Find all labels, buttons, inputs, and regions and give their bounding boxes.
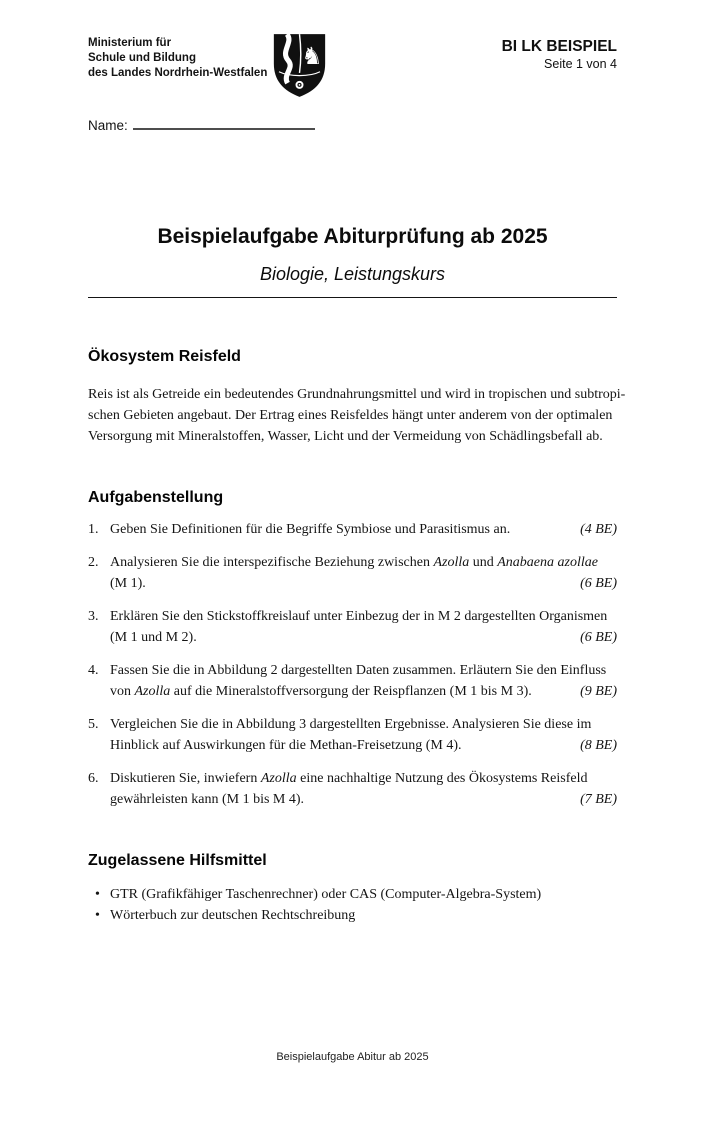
task-text-line: Hinblick auf Auswirkungen für die Methan-Freisetzung (M 4). bbox=[110, 738, 462, 753]
task-text bbox=[110, 606, 617, 648]
task-text-segment: von bbox=[110, 684, 135, 699]
task-text bbox=[110, 552, 617, 594]
task-number: 4. bbox=[88, 663, 99, 678]
species-name: Anabaena azollae bbox=[497, 555, 598, 570]
document-subtitle: Biologie, Leistungskurs bbox=[259, 264, 446, 284]
task-item-4 bbox=[88, 660, 617, 702]
aid-item-1 bbox=[88, 884, 617, 905]
ministry-wordmark bbox=[88, 36, 267, 81]
course-code: BI LK BEISPIEL bbox=[501, 38, 617, 55]
bullet-icon: • bbox=[95, 887, 100, 902]
aid-text: Wörterbuch zur deutschen Rechtschreibung bbox=[110, 908, 356, 923]
task-text-line: Vergleichen Sie die in Abbildung 3 dargestellten Ergebnisse. Analysieren Sie diese im bbox=[110, 717, 592, 732]
task-points: (9 BE) bbox=[580, 684, 617, 699]
task-item-1 bbox=[88, 519, 617, 540]
intro-paragraph bbox=[88, 384, 626, 447]
svg-text:♞: ♞ bbox=[301, 41, 323, 70]
task-text-segment: und bbox=[469, 555, 498, 570]
task-text-line: (M 1 und M 2). bbox=[110, 630, 197, 645]
species-name: Azolla bbox=[134, 684, 171, 699]
title-divider bbox=[88, 297, 617, 298]
task-text bbox=[110, 768, 617, 810]
task-item-2 bbox=[88, 552, 617, 594]
task-number: 6. bbox=[88, 771, 99, 786]
section-heading-aids: Zugelassene Hilfsmittel bbox=[88, 852, 267, 869]
task-points: (6 BE) bbox=[580, 630, 617, 645]
task-text-segment: Analysieren Sie die interspezifische Beziehung zwischen bbox=[110, 555, 434, 570]
task-item-6 bbox=[88, 768, 617, 810]
task-text-segment: Diskutieren Sie, inwiefern bbox=[110, 771, 261, 786]
task-text-segment: eine nachhaltige Nutzung des Ökosystems Reisfeld bbox=[296, 771, 588, 786]
title-block bbox=[0, 224, 705, 286]
name-label: Name: bbox=[88, 118, 128, 133]
task-number: 2. bbox=[88, 555, 99, 570]
task-text-line: (M 1). bbox=[110, 576, 146, 591]
page-number: Seite 1 von 4 bbox=[544, 57, 617, 71]
ministry-line-3: des Landes Nordrhein-Westfalen bbox=[88, 67, 268, 79]
species-name: Azolla bbox=[433, 555, 470, 570]
ministry-line-1: Ministerium für bbox=[88, 37, 172, 49]
task-text-line: gewährleisten kann (M 1 bis M 4). bbox=[110, 792, 305, 807]
task-points: (4 BE) bbox=[580, 522, 617, 537]
task-number: 1. bbox=[88, 522, 99, 537]
task-points: (7 BE) bbox=[580, 792, 617, 807]
ministry-line-2: Schule und Bildung bbox=[88, 52, 196, 64]
section-heading-ecosystem: Ökosystem Reisfeld bbox=[88, 348, 241, 365]
intro-line: schen Gebieten angebaut. Der Ertrag eines Reisfeldes hängt unter anderem von der optimalen bbox=[88, 408, 613, 423]
header-right bbox=[502, 37, 617, 73]
task-text bbox=[110, 660, 617, 702]
task-number: 3. bbox=[88, 609, 99, 624]
document-title: Beispielaufgabe Abiturprüfung ab 2025 bbox=[157, 225, 548, 248]
name-blank-line bbox=[133, 114, 315, 130]
task-points: (8 BE) bbox=[580, 738, 617, 753]
task-item-3 bbox=[88, 606, 617, 648]
nrw-coat-of-arms-icon bbox=[271, 31, 328, 100]
aid-text: GTR (Grafikfähiger Taschenrechner) oder CAS (Computer-Algebra-System) bbox=[110, 887, 542, 902]
task-text-segment: auf die Mineralstoffversorgung der Reispflanzen (M 1 bis M 3). bbox=[170, 684, 532, 699]
content-area bbox=[88, 348, 626, 926]
task-points: (6 BE) bbox=[580, 576, 617, 591]
species-name: Azolla bbox=[260, 771, 297, 786]
task-text-line: Fassen Sie die in Abbildung 2 dargestellten Daten zusammen. Erläutern Sie den Einfluss bbox=[110, 663, 607, 678]
aid-item-2 bbox=[88, 905, 617, 926]
intro-line: Versorgung mit Mineralstoffen, Wasser, Licht und der Vermeidung von Schädlingsbefall ab. bbox=[88, 429, 603, 444]
bullet-icon: • bbox=[95, 908, 100, 923]
section-heading-tasks: Aufgabenstellung bbox=[88, 489, 224, 506]
name-field-row bbox=[88, 114, 315, 133]
task-text bbox=[110, 714, 617, 756]
page-footer: Beispielaufgabe Abitur ab 2025 bbox=[276, 1051, 429, 1063]
task-text bbox=[110, 519, 617, 540]
task-item-5 bbox=[88, 714, 617, 756]
task-text-line: Erklären Sie den Stickstoffkreislauf unter Einbezug der in M 2 dargestellten Organismen bbox=[110, 609, 608, 624]
task-number: 5. bbox=[88, 717, 99, 732]
task-text-line: Geben Sie Definitionen für die Begriffe Symbiose und Parasitismus an. bbox=[110, 522, 511, 537]
intro-line: Reis ist als Getreide ein bedeutendes Grundnahrungsmittel und wird in tropischen und subtropi- bbox=[88, 387, 626, 402]
